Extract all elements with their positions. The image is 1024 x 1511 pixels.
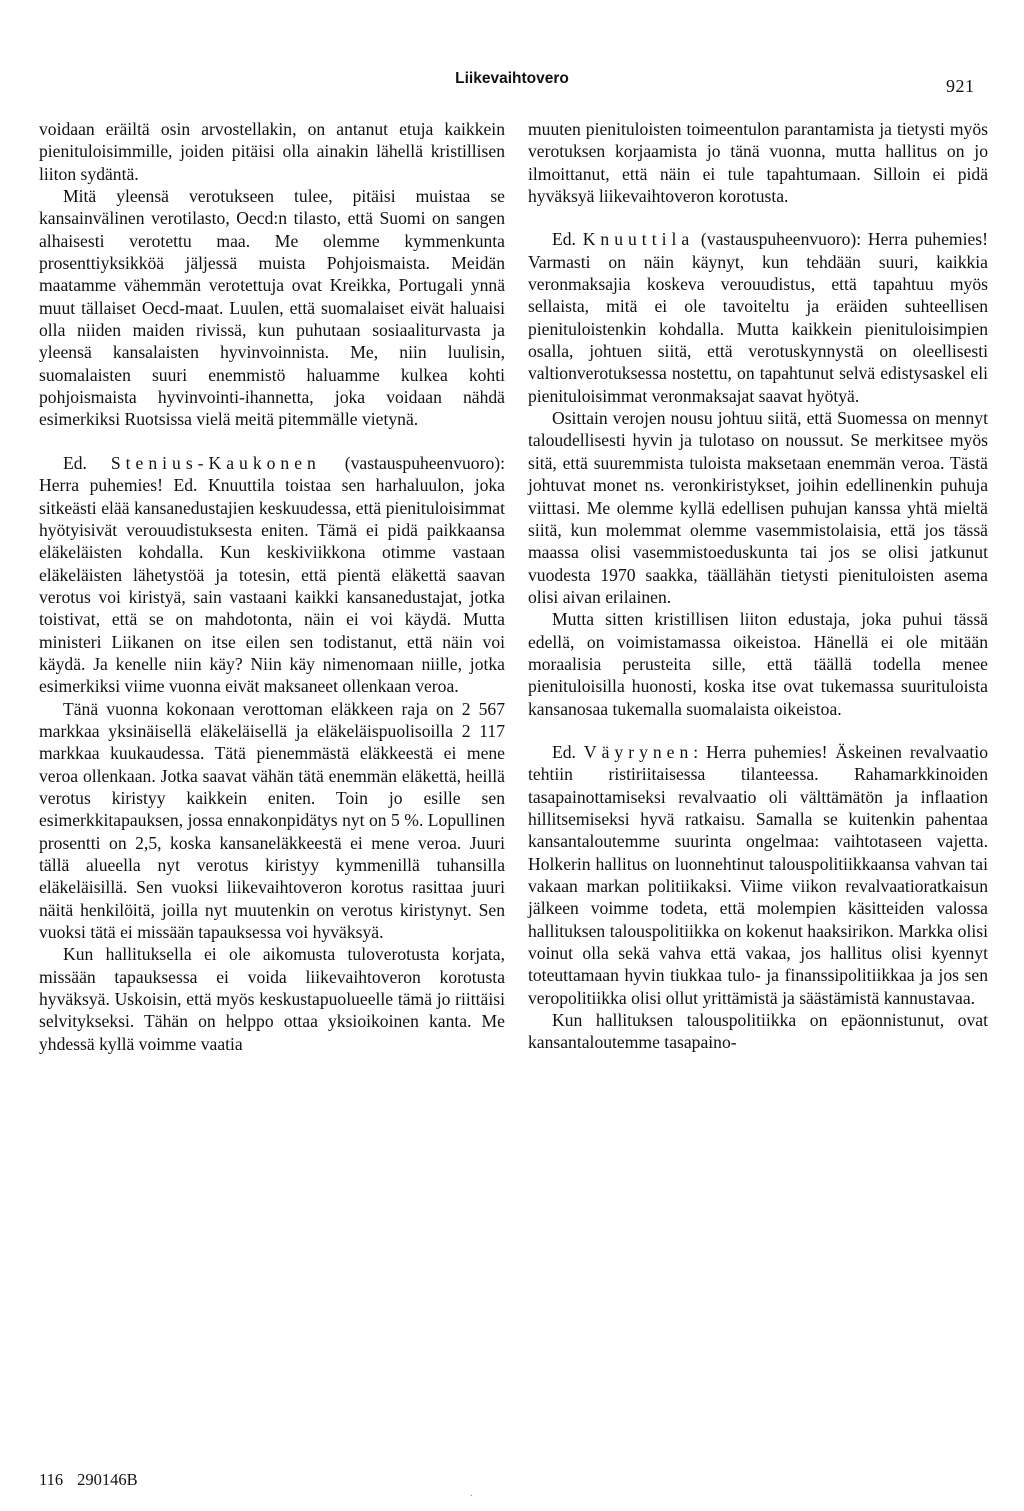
footer-number: 116 bbox=[39, 1470, 64, 1489]
paragraph: Mutta sitten kristillisen liiton edustaja, joka puhui tässä edellä, on voimistamassa oikeistoa. Hänellä ei ole mitään moraalisia perusteita sille, että täällä todella menee pienituloisilla huonosti, koska itse ovat tukemassa suurituloista kansanosaa tukemalla suomalaista oikeistoa. bbox=[528, 609, 988, 719]
speech-paragraph bbox=[39, 452, 505, 698]
speech-text: (vastauspuheenvuoro): Herra puhemies! Varmasti on näin käynyt, kun tehdään suuri, kaikkia veronmaksajia koskeva verouudistus, että tapahtuu myös sellaista, mitä ei ole tavoiteltu ja eräiden suhteellisen pienituloistenkin kohdalla. Mutta kaikkein pienituloisimpien osalla, johtuen siitä, että verotuskynnystä on oleellisesti valtionverotuksessa nostettu, on tapahtunut selvä edistysaskel eli pienituloisimmat veronmaksajat saavat hyötyä. bbox=[528, 229, 989, 406]
paragraph: Kun hallituksella ei ole aikomusta tuloverotusta korjata, missään tapauksessa ei voida liikevaihtoveron korotusta hyväksyä. Uskoisin, että myös keskustapuolueelle tämä jo riittäisi selvitykseksi. Tähän on helppo ottaa yksioikoinen kanta. Me yhdessä kyllä voimme vaatia bbox=[39, 944, 505, 1054]
speaker-prefix: Ed. bbox=[552, 229, 583, 250]
speaker-prefix: Ed. bbox=[63, 452, 111, 473]
paragraph: Osittain verojen nousu johtuu siitä, että Suomessa on mennyt taloudellisesti hyvin ja tulotaso on noussut. Se merkitsee myös sitä, että suuremmista tuloista maksetaan enemmän veroa. Tästä johtuvat monet ns. veronkiristykset, joihin edellinenkin puhuja viittasi. Me olemme kyllä edellisen puhujan kanssa yhtä mieltä siitä, kun molemmat olemme vasemmistolaisia, että jos tässä maassa olisi vasemmistoeduskunta tai jos se olisi jatkunut vuodesta 1970 saakka, täällähän tietysti pienituloisten asema olisi aivan erilainen. bbox=[528, 408, 988, 607]
print-mark: . bbox=[470, 1488, 473, 1499]
speaker-name: Väyrynen bbox=[583, 741, 694, 762]
footer-code: 290146B bbox=[77, 1470, 138, 1489]
speaker-name: Stenius-Kaukonen bbox=[110, 452, 321, 473]
paragraph: muuten pienituloisten toimeentulon parantamista ja tietysti myös verotuksen korjaamista jo tänä vuonna, mutta hallitus on jo ilmoittanut, että näin ei tule tapahtumaan. Silloin ei pidä hyväksyä liikevaihtoveron korotusta. bbox=[528, 119, 988, 207]
speech-text: : Herra puhemies! Äskeinen revalvaatio tehtiin ristiriitaisessa tilanteessa. Rahamarkkinoiden tasapainottamiseksi revalvaatio oli välttämätön ja inflaation hillitsemiseksi hyvä ratkaisu. Samalla se kuitenkin pahentaa kansantaloutemme suurinta ongelmaa: vaihtotaseen vajetta. Holkerin hallitus on luonnehtinut talouspolitiikkaansa vahvan tai vakaan markan politiikaksi. Viime viikon revalvaatioratkaisun jälkeen voimme todeta, että molempien käsitteiden valossa hallituksen talouspolitiikka on kokenut haaksirikon. Markka olisi voinut olla sekä vahva että vakaa, jos hallitus olisi kyennyt toteuttamaan hyvin tiukkaa tulo- ja finanssipolitiikkaa ja jos sen veropolitiikka olisi ollut yrittämistä ja säästämistä kannustavaa. bbox=[528, 741, 988, 1008]
speaker-name: Knuuttila bbox=[582, 229, 695, 250]
paragraph: voidaan eräiltä osin arvostellakin, on antanut etuja kaikkein pienituloisimmille, joiden pitäisi olla ainakin lähellä kristillisen liiton sydäntä. bbox=[39, 119, 505, 184]
speech-paragraph bbox=[528, 741, 988, 1009]
paragraph: Kun hallituksen talouspolitiikka on epäonnistunut, ovat kansantaloutemme tasapaino- bbox=[528, 1010, 988, 1053]
speaker-prefix: Ed. bbox=[552, 741, 584, 762]
right-column bbox=[528, 118, 988, 1054]
running-header-title: Liikevaihtovero bbox=[455, 70, 569, 87]
page-number: 921 bbox=[946, 76, 975, 96]
speech-text: (vastauspuheenvuoro): Herra puhemies! Ed. Knuuttila toistaa sen harhaluulon, joka sitkeästi elää kansanedustajien keskuudessa, että pienituloisimmat hyötyisivät verouudistuksesta eniten. Tämä ei pidä paikkaansa eläkeläisten kohdalla. Kun keskiviikkona otimme vastaan eläkeläisten lähetystöä ja totesin, että pientä eläkettä saavan verotus voi kiristyä, sain vastaani kaikki kansanedustajat, jotka toistivat, että se on mahdotonta, näin ei voi käydä. Mutta ministeri Liikanen on itse eilen sen todistanut, että näin voi käydä. Ja kenelle niin käy? Niin käy nimenomaan niille, jotka esimerkiksi viime vuonna eivät maksaneet ollenkaan veroa. bbox=[39, 452, 506, 697]
paragraph: Tänä vuonna kokonaan verottoman eläkkeen raja on 2 567 markkaa yksinäisellä eläkeläisellä ja eläkeläispuolisoilla 2 117 markkaa kuukaudessa. Tätä pienemmästä eläkkeestä ei mene veroa ollenkaan. Jotka saavat vähän tätä enemmän eläkettä, heillä verotus kiristyy kaikkein eniten. Toin jo esille sen esimerkkitapauksen, jossa ennakonpidätys nyt on 5 %. Lopullinen prosentti on 2,5, koska kansaneläkkeestä ei mene veroa. Juuri tällä alueella nyt verotus kiristyy kymmenillä tuhansilla eläkeläisillä. Sen vuoksi liikevaihtoveron korotus rasittaa juuri näitä henkilöitä, joilla nyt muutenkin on verotus kiristynyt. Sen vuoksi tätä ei missään tapauksessa voi hyväksyä. bbox=[39, 698, 505, 943]
footer bbox=[39, 1470, 138, 1490]
speech-paragraph bbox=[528, 228, 988, 407]
left-column bbox=[39, 118, 505, 1055]
paragraph: Mitä yleensä verotukseen tulee, pitäisi muistaa se kansainvälinen verotilasto, Oecd:n tilasto, että Suomi on sangen alhaisesti verotettu maa. Me olemme kymmenkunta prosenttiyksikköä jäljessä muista Pohjoismaista. Meidän maatamme vähemmän verotettuja ovat Kreikka, Portugali ynnä muut tällaiset Oecd-maat. Luulen, että suomalaiset eivät haluaisi olla niiden maiden rivissä, kun puhutaan sosiaaliturvasta ja yleensä kansalaisten hyvinvoinnista. Me, niin luulisin, suomalaisten suuri enemmistö haluamme kulkea kohti pohjoismaista hyvinvointi-ihannetta, joka voidaan nähdä esimerkiksi Ruotsissa vielä meitä pitemmälle vietynä. bbox=[39, 186, 505, 430]
